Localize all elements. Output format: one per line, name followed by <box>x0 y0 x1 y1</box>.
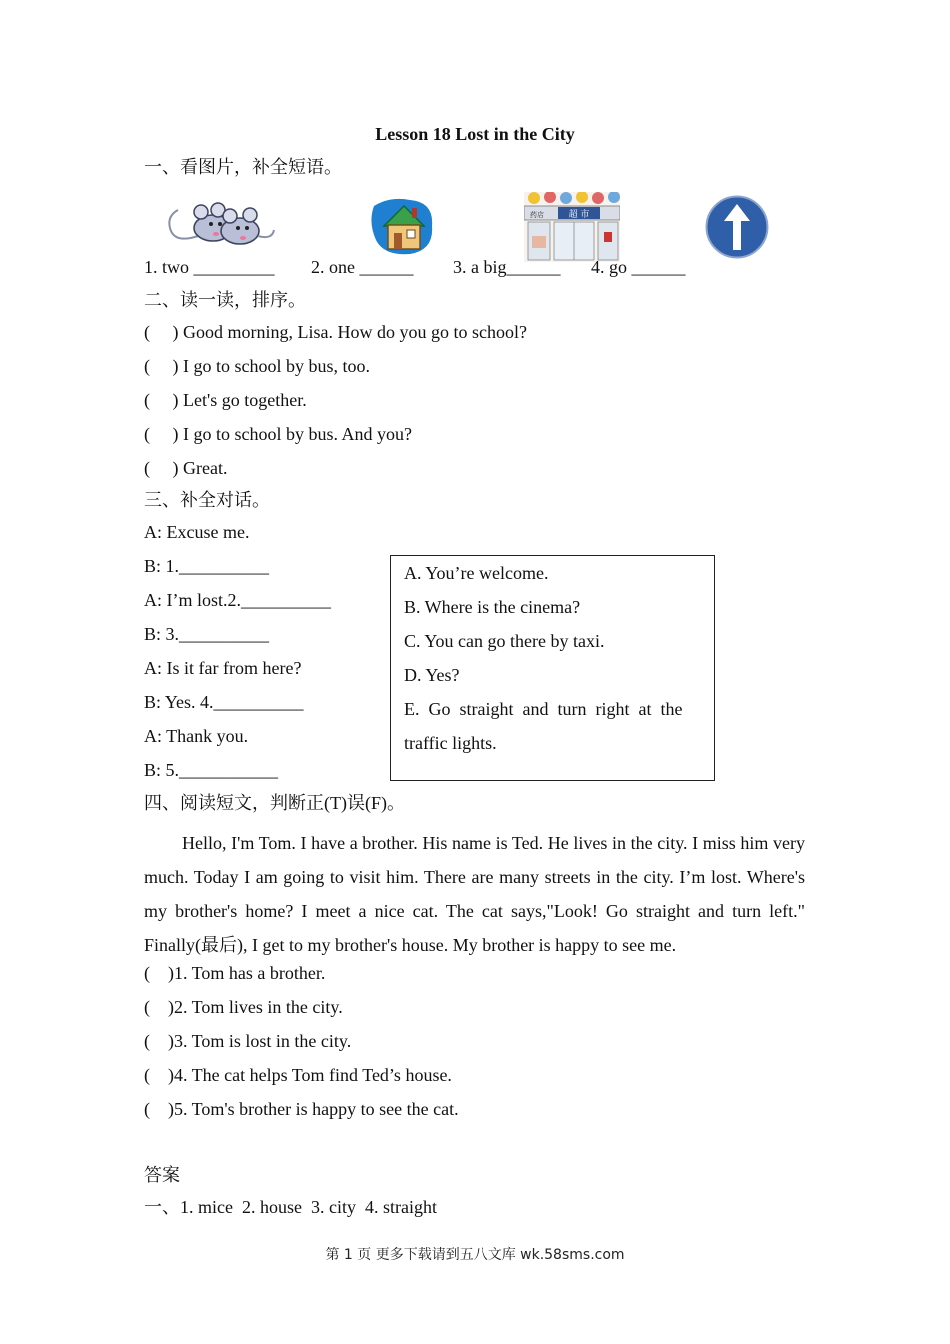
page-footer: 第 1 页 更多下载请到五八文库 wk.58sms.com <box>325 1247 625 1263</box>
ordering-item: ( ) Great. <box>144 458 228 478</box>
dialogue-line: A: Is it far from here? <box>144 658 302 678</box>
section1-heading: 一、看图片，补全短语。 <box>144 157 342 177</box>
tf-item: ( )1. Tom has a brother. <box>144 963 326 983</box>
phrase-4: 4. go ______ <box>591 257 686 277</box>
option-b: B. Where is the cinema? <box>404 597 581 617</box>
dialogue-line: A: Excuse me. <box>144 522 250 542</box>
shop-side-text: 药店 <box>530 211 544 219</box>
dialogue-line: B: 1.__________ <box>144 556 270 576</box>
house-icon <box>370 196 436 256</box>
tf-item: ( )2. Tom lives in the city. <box>144 997 343 1017</box>
dialogue-line: B: 3.__________ <box>144 624 270 644</box>
page-title: Lesson 18 Lost in the City <box>375 124 575 144</box>
phrase-1: 1. two _________ <box>144 257 275 277</box>
ordering-item: ( ) I go to school by bus. And you? <box>144 424 412 444</box>
supermarket-icon <box>524 192 620 262</box>
tf-item: ( )3. Tom is lost in the city. <box>144 1031 352 1051</box>
option-e-line1: E. Go straight and turn right at the <box>404 699 683 719</box>
answers-heading: 答案 <box>144 1165 180 1185</box>
ordering-item: ( ) I go to school by bus, too. <box>144 356 370 376</box>
option-c: C. You can go there by taxi. <box>404 631 605 651</box>
ordering-item: ( ) Let's go together. <box>144 390 307 410</box>
phrase-2: 2. one ______ <box>311 257 414 277</box>
section2-heading: 二、读一读，排序。 <box>144 290 306 310</box>
mice-icon <box>168 200 276 250</box>
dialogue-line: A: Thank you. <box>144 726 249 746</box>
reading-passage: Hello, I'm Tom. I have a brother. His name is Ted. He lives in the city. I miss him very much. Today I am going to visit him. There are many streets in the city. I’m lost. Where's my brother's home? I meet a nice cat. The cat says,"Look! Go straight and turn left." Finally(最后), I get to my brother's house. My brother is happy to see me. <box>144 833 805 955</box>
dialogue-line: B: Yes. 4.__________ <box>144 692 304 712</box>
dialogue-line: B: 5.___________ <box>144 760 279 780</box>
straight-arrow-sign-icon <box>705 195 769 259</box>
dialogue-line: A: I’m lost.2.__________ <box>144 590 331 610</box>
sign-text: 超 市 <box>568 210 590 220</box>
tf-item: ( )5. Tom's brother is happy to see the cat. <box>144 1099 459 1119</box>
options-box <box>390 555 715 781</box>
section4-heading: 四、阅读短文，判断正(T)误(F)。 <box>144 793 405 813</box>
section3-heading: 三、补全对话。 <box>144 490 270 510</box>
option-a: A. You’re welcome. <box>404 563 549 583</box>
answers-line: 一、1. mice 2. house 3. city 4. straight <box>144 1197 437 1217</box>
option-e-line2: traffic lights. <box>404 733 497 753</box>
option-d: D. Yes? <box>404 665 460 685</box>
phrase-3: 3. a big______ <box>453 257 561 277</box>
ordering-item: ( ) Good morning, Lisa. How do you go to school? <box>144 322 527 342</box>
tf-item: ( )4. The cat helps Tom find Ted’s house. <box>144 1065 452 1085</box>
